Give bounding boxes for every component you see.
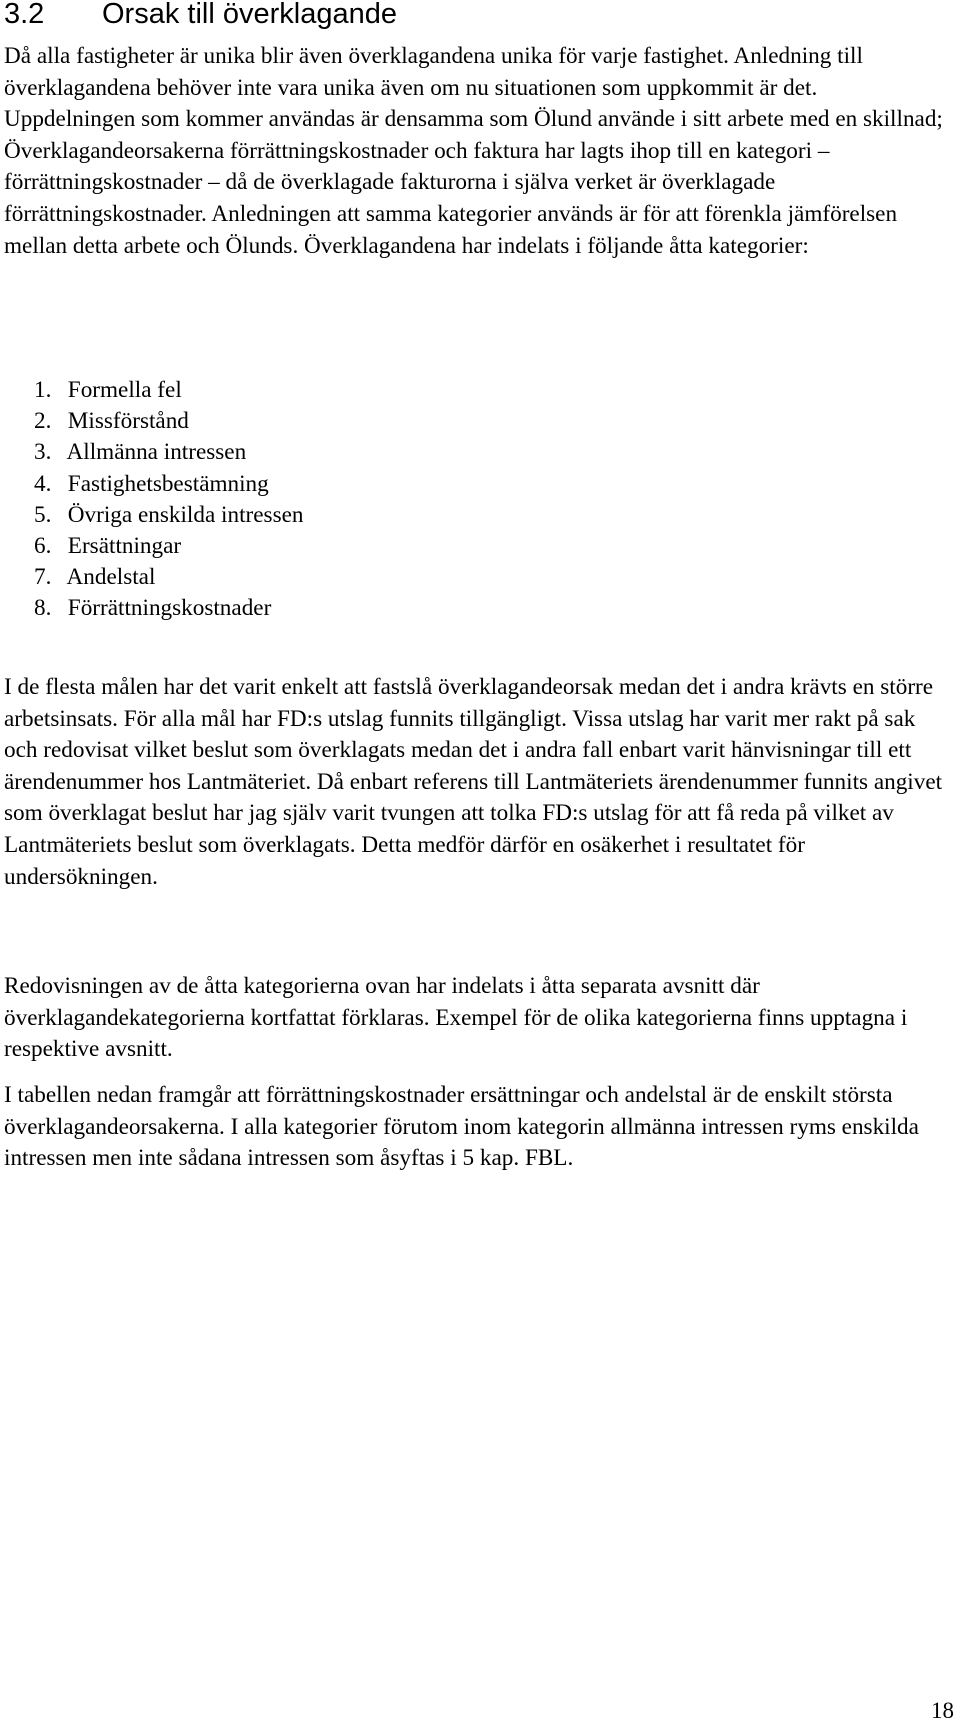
paragraph-intro: Då alla fastigheter är unika blir även överklagandena unika för varje fastighet. Anledning till överklagandena behöver inte vara unika även om nu situationen som uppkommit är det. Uppdelningen som kommer användas är densamma som Ölund använde i sitt arbete med en skillnad; Överklagandeorsakerna förrättningskostnader och faktura har lagts ihop till en kategori – förrättningskostnader – då de överklagade fakturorna i själva verket är överklagade förrättningskostnader. Anledningen att samma kategorier används är för att förenkla jämförelsen mellan detta arbete och Ölunds. Överklagandena har indelats i följande åtta kategorier:: [4, 43, 943, 259]
list-item: [34, 562, 303, 593]
section-title: Orsak till överklagande: [102, 0, 397, 30]
list-item: [34, 469, 303, 500]
list-item-label: Ersättningar: [67, 533, 182, 560]
list-item-label: Förrättningskostnader: [67, 595, 272, 622]
list-item-label: Övriga enskilda intressen: [67, 501, 304, 528]
paragraph-table-intro: I tabellen nedan framgår att förrättningskostnader ersättningar och andelstal är de enskilt största överklagandeorsakerna. I alla kategorier förutom inom kategorin allmänna intressen ryms enskilda intressen men inte sådana intressen som åsyftas i 5 kap. FBL.: [4, 1082, 919, 1172]
list-item-number: 4.: [34, 470, 52, 497]
list-item-number: 7.: [34, 564, 52, 591]
list-item: [34, 406, 303, 437]
list-item-number: 2.: [34, 408, 52, 435]
list-item-label: Missförstånd: [67, 408, 189, 435]
page-number: 18: [931, 1698, 954, 1723]
section-number: 3.2: [4, 0, 45, 30]
category-list: [34, 375, 303, 625]
list-item: [34, 437, 303, 468]
list-item: [34, 500, 303, 531]
list-item-number: 1.: [34, 377, 52, 403]
list-item: [34, 593, 303, 624]
paragraph-presentation: Redovisningen av de åtta kategorierna ovan har indelats i åtta separata avsnitt där överklagandekategorierna kortfattat förklaras. Exempel för de olika kategorierna finns upptagna i respektive avsnitt.: [4, 973, 908, 1063]
list-item-number: 5.: [34, 501, 52, 528]
list-item-number: 3.: [34, 439, 52, 466]
paragraph-method: I de flesta målen har det varit enkelt att fastslå överklagandeorsak medan det i andra krävts en större arbetsinsats. För alla mål har FD:s utslag funnits tillgängligt. Vissa utslag har varit mer rakt på sak och redovisat vilket beslut som överklagats medan det i andra fall enbart varit hänvisningar till ett ärendenummer hos Lantmäteriet. Då enbart referens till Lantmäteriets ärendenummer funnits angivet som överklagat beslut har jag själv varit tvungen att tolka FD:s utslag för att få reda på vilket av Lantmäteriets beslut som överklagats. Detta medför därför en osäkerhet i resultatet för undersökningen.: [4, 674, 943, 890]
list-item-label: Fastighetsbestämning: [67, 470, 269, 497]
list-item-number: 6.: [34, 533, 52, 560]
list-item-label: Allmänna intressen: [66, 439, 247, 466]
section-heading: [4, 0, 397, 32]
list-item: [34, 375, 303, 406]
list-item: [34, 531, 303, 562]
list-item-number: 8.: [34, 595, 52, 622]
list-item-label: Formella fel: [67, 377, 182, 403]
list-item-label: Andelstal: [66, 564, 156, 591]
